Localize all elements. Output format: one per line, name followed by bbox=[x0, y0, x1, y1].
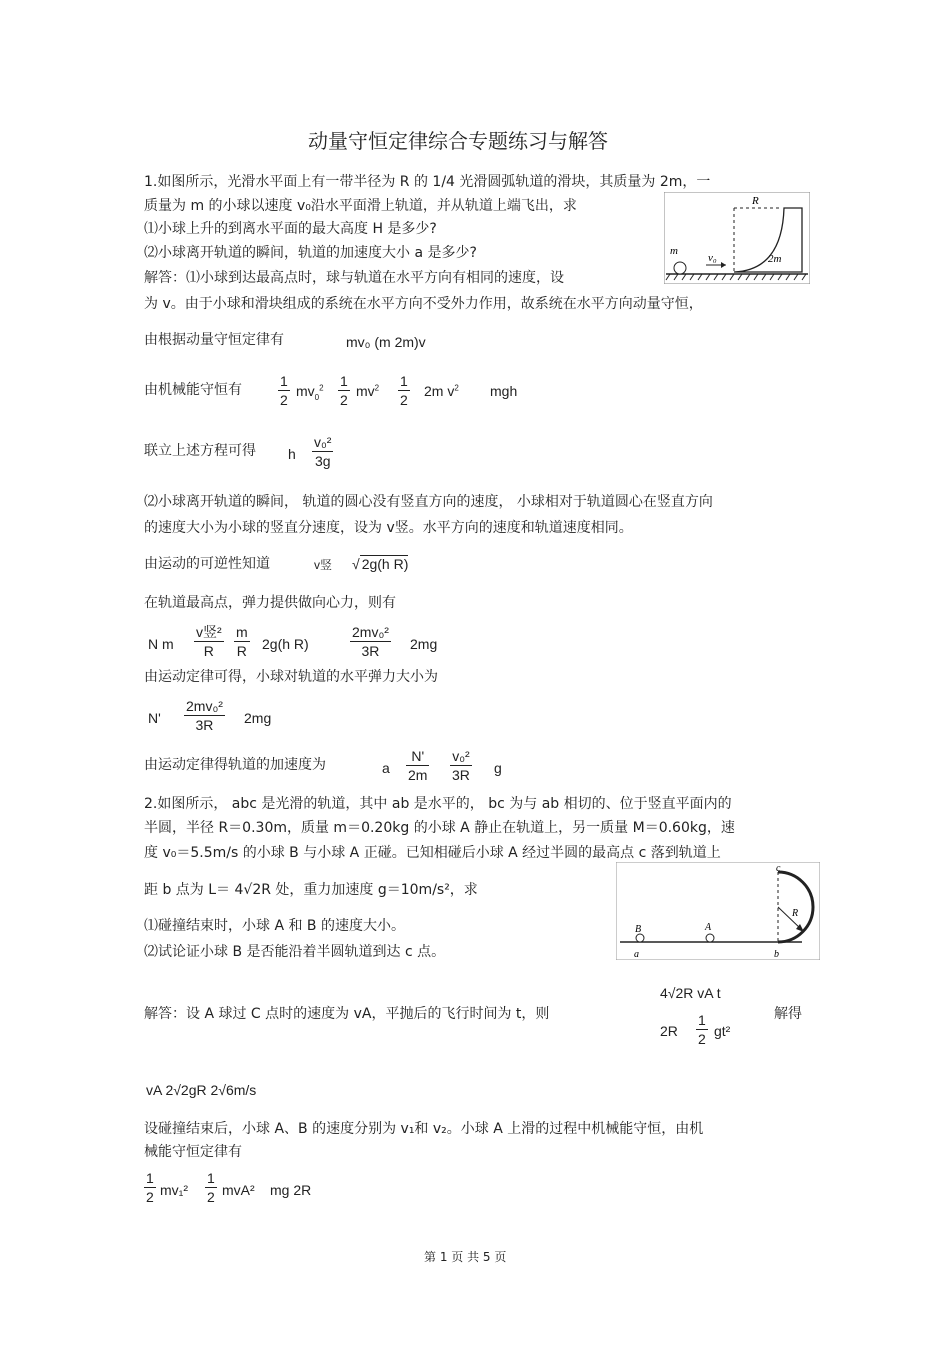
p2-line1: 2.如图所示， abc 是光滑的轨道，其中 ab 是水平的， bc 为与 ab 相切的、位于竖直平面内的 bbox=[144, 796, 732, 812]
fig2-label-R: R bbox=[792, 908, 799, 919]
eq-momentum: mv₀ (m 2m)v bbox=[346, 334, 426, 350]
fig1-label-m: m bbox=[670, 245, 678, 257]
p1-line9: 联立上述方程可得 bbox=[144, 443, 256, 459]
eq-Nprime-label: N' bbox=[148, 710, 161, 726]
eq-vA: vA 2√2gR 2√6m/s bbox=[146, 1082, 257, 1098]
p1-line15: 由运动定律得轨道的加速度为 bbox=[144, 757, 326, 773]
eq-system-gt: gt² bbox=[714, 1023, 731, 1039]
eq-energy-frac1: $\frac{1}{2}$ bbox=[280, 373, 288, 408]
p1-line11: 的速度大小为小球的竖直分速度，设为 v竖。水平方向的速度和轨道速度相同。 bbox=[144, 520, 633, 536]
jiede-label: 解得 bbox=[774, 1006, 802, 1022]
fig2-label-A: A bbox=[705, 922, 712, 933]
p2-line2: 半圆，半径 R＝0.30m，质量 m＝0.20kg 的小球 A 静止在轨道上，另一质量 M＝0.60kg，速 bbox=[144, 820, 735, 836]
p1-line1: 1.如图所示，光滑水平面上有一带半径为 R 的 1/4 光滑圆弧轨道的滑块，其质量为 2m，一 bbox=[144, 174, 711, 190]
eq-energy2-term3: mg 2R bbox=[270, 1182, 312, 1198]
eq-energy-term3: 2m $v^2$ bbox=[424, 383, 459, 399]
p2-line3: 度 v₀＝5.5m/s 的小球 B 与小球 A 正碰。已知相碰后小球 A 经过半圆的最高点 c 落到轨道上 bbox=[144, 845, 721, 861]
eq-N-label: N m bbox=[148, 636, 174, 652]
eq-N-mid: 2g(h R) bbox=[262, 636, 309, 652]
eq-system-line2-2R: 2R bbox=[660, 1023, 678, 1039]
eq-energy-term4: mgh bbox=[490, 383, 518, 399]
eq-vshu-value: √ 2g(h R) bbox=[352, 556, 409, 572]
fig2-label-B: B bbox=[635, 924, 642, 935]
p1-line10: ⑵小球离开轨道的瞬间， 轨道的圆心没有竖直方向的速度， 小球相对于轨道圆心在竖直方向 bbox=[144, 494, 713, 510]
p1-line4: ⑵小球离开轨道的瞬间，轨道的加速度大小 a 是多少? bbox=[144, 245, 477, 261]
eq-system-line1: 4√2R vA t bbox=[660, 985, 721, 1001]
eq-energy-term1: $mv_0^2$ bbox=[296, 383, 324, 402]
p1-line8: 由机械能守恒有 bbox=[144, 382, 242, 398]
eq-a-frac2: $\frac{\text{v₀²}}{3R}$ bbox=[452, 748, 470, 783]
eq-h-label: h bbox=[288, 446, 296, 462]
fig1-label-2m: 2m bbox=[768, 253, 782, 265]
eq-Nprime-end: 2mg bbox=[244, 710, 272, 726]
figure-2-half-circle-track bbox=[616, 862, 820, 960]
eq-energy2-frac2: $\frac{1}{2}$ bbox=[207, 1170, 215, 1205]
p2-line5: ⑴碰撞结束时，小球 A 和 B 的速度大小。 bbox=[144, 918, 405, 934]
eq-vshu-label: v竖 bbox=[314, 558, 333, 572]
fig2-label-a: a bbox=[634, 949, 639, 960]
eq-energy-frac2: $\frac{1}{2}$ bbox=[340, 373, 348, 408]
p1-line2: 质量为 m 的小球以速度 v₀沿水平面滑上轨道，并从轨道上端飞出，求 bbox=[144, 198, 577, 214]
p2-line9: 械能守恒定律有 bbox=[144, 1144, 242, 1160]
p2-line6: ⑵试论证小球 B 是否能沿着半圆轨道到达 c 点。 bbox=[144, 944, 446, 960]
eq-energy-frac3: $\frac{1}{2}$ bbox=[400, 373, 408, 408]
figure-1-slider-track bbox=[664, 192, 810, 284]
page-title: 动量守恒定律综合专题练习与解答 bbox=[308, 129, 608, 153]
eq-N-frac1: v竖² R bbox=[196, 624, 222, 659]
eq-N-frac2: $\frac{m}{R}$ bbox=[236, 624, 248, 659]
eq-energy2-term1: mv₁² bbox=[160, 1182, 189, 1198]
fig1-label-v0: v₀ bbox=[708, 252, 717, 264]
eq-system-half: $\frac{1}{2}$ bbox=[698, 1012, 706, 1047]
fig1-label-R: R bbox=[752, 195, 759, 207]
eq-a-frac1: $\frac{N'}{2m}$ bbox=[408, 748, 428, 783]
p2-line7: 解答：设 A 球过 C 点时的速度为 vA，平抛后的飞行时间为 t，则 bbox=[144, 1006, 550, 1022]
p2-line8: 设碰撞结束后，小球 A、B 的速度分别为 v₁和 v₂。小球 A 上滑的过程中机械能守恒，由机 bbox=[144, 1121, 704, 1137]
eq-energy-term2: $mv^2$ bbox=[356, 383, 380, 399]
eq-N-end: 2mg bbox=[410, 636, 438, 652]
p1-line13: 在轨道最高点，弹力提供做向心力，则有 bbox=[144, 595, 396, 611]
p1-line14: 由运动定律可得，小球对轨道的水平弹力大小为 bbox=[144, 669, 438, 685]
eq-h-frac: $\frac{\text{v₀²}}{3g}$ bbox=[314, 434, 332, 469]
fig2-label-c: c bbox=[776, 863, 781, 874]
p1-line6: 为 v。由于小球和滑块组成的系统在水平方向不受外力作用，故系统在水平方向动量守恒， bbox=[144, 296, 703, 312]
p1-line12: 由运动的可逆性知道 bbox=[144, 556, 270, 572]
fig2-label-b: b bbox=[774, 949, 779, 960]
p1-line3: ⑴小球上升的到离水平面的最大高度 H 是多少? bbox=[144, 221, 437, 237]
eq-a-end: g bbox=[494, 760, 502, 776]
p1-line5: 解答：⑴小球到达最高点时，球与轨道在水平方向有相同的速度，设 bbox=[144, 270, 564, 286]
p1-line7: 由根据动量守恒定律有 bbox=[144, 332, 284, 348]
eq-Nprime-frac: $\frac{\text{2mv₀²}}{3R}$ bbox=[186, 698, 223, 733]
eq-energy2-term2: mvA² bbox=[222, 1182, 255, 1198]
eq-a-label: a bbox=[382, 760, 390, 776]
eq-N-frac3: $\frac{\text{2mv₀²}}{3R}$ bbox=[352, 624, 389, 659]
page-footer: 第 1 页 共 5 页 bbox=[424, 1250, 507, 1264]
eq-energy2-frac1: $\frac{1}{2}$ bbox=[146, 1170, 154, 1205]
p2-line4: 距 b 点为 L＝ 4√2R 处，重力加速度 g＝10m/s²，求 bbox=[144, 882, 478, 898]
